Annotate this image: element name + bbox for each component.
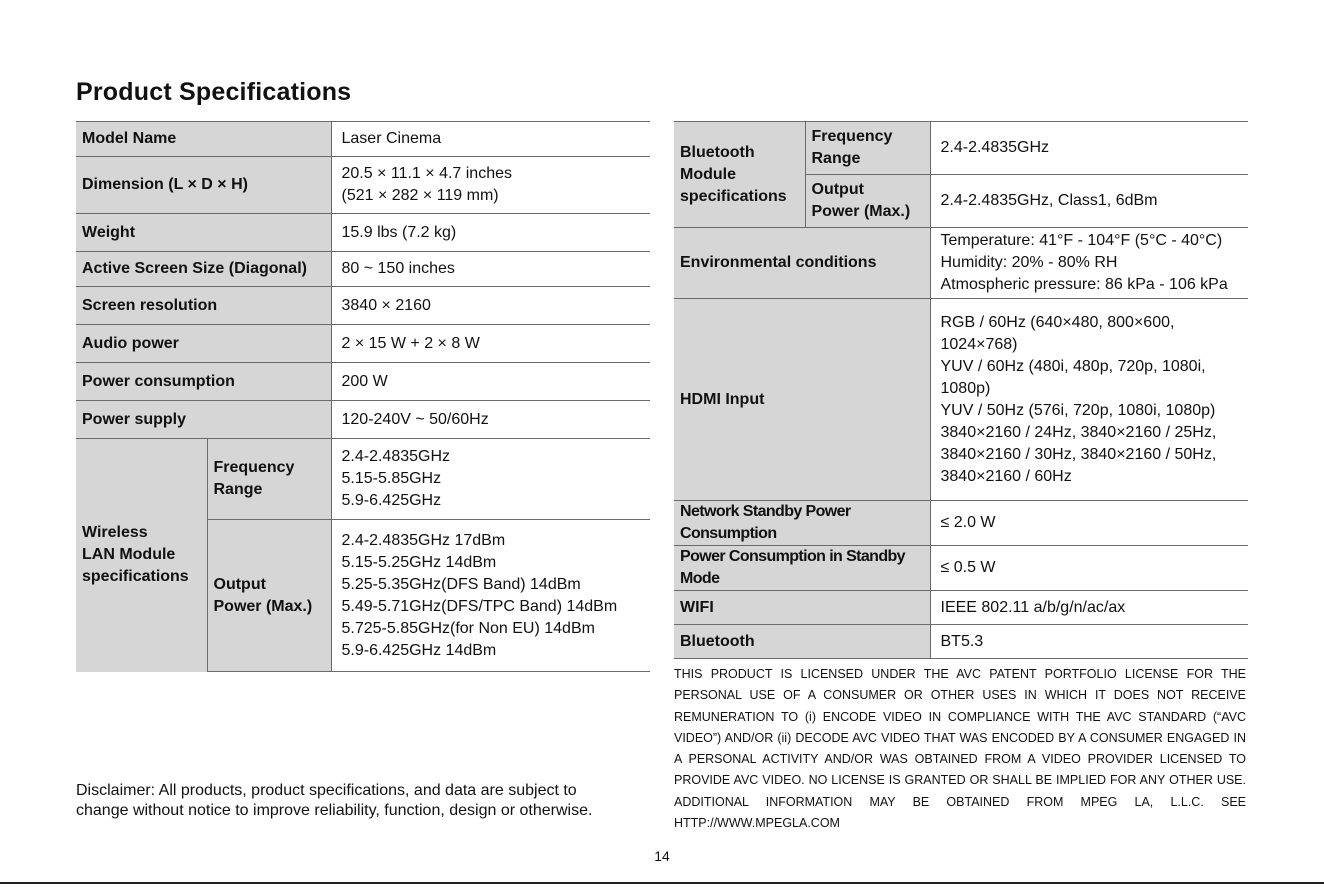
spec-label: Weight <box>76 214 331 252</box>
value-line: 3840×2160 / 30Hz, 3840×2160 / 50Hz, <box>940 445 1217 463</box>
value-line: 2.4-2.4835GHz <box>341 448 451 465</box>
label-line: Frequency <box>811 128 893 145</box>
spec-value: ≤ 2.0 W <box>930 501 1248 546</box>
value-line: Humidity: 20% - 80% RH <box>940 254 1118 271</box>
disclaimer <box>76 781 656 821</box>
spec-label: Audio power <box>76 325 331 363</box>
label-line: Power (Max.) <box>213 597 313 615</box>
value-line: 20.5 × 11.1 × 4.7 inches <box>341 165 512 182</box>
spec-row-power-consumption <box>76 363 650 401</box>
spec-row-dimension <box>76 157 650 214</box>
label-line: specifications <box>82 568 189 586</box>
spec-value: 120-240V ~ 50/60Hz <box>331 401 650 439</box>
spec-label: Dimension (L × D × H) <box>76 157 331 214</box>
label-line: Output <box>811 181 864 198</box>
spec-row-model-name <box>76 122 650 157</box>
disclaimer-line: Disclaimer: All products, product specifications, and data are subject to <box>76 782 577 799</box>
spec-value <box>331 157 650 214</box>
page-number: 14 <box>654 848 670 864</box>
value-line: 5.15-5.25GHz 14dBm <box>341 553 497 571</box>
value-line: Atmospheric pressure: 86 kPa - 106 kPa <box>940 276 1228 293</box>
spec-row-screen-size <box>76 252 650 287</box>
spec-value <box>930 299 1248 501</box>
spec-label-wireless-lan <box>76 439 207 672</box>
spec-label: Power consumption <box>76 363 331 401</box>
value-line: YUV / 50Hz (576i, 720p, 1080i, 1080p) <box>940 401 1216 419</box>
label-line: Power (Max.) <box>811 203 911 220</box>
value-line: 5.725-5.85GHz(for Non EU) 14dBm <box>341 619 595 637</box>
spec-value: 2.4-2.4835GHz <box>930 122 1248 175</box>
spec-value: IEEE 802.11 a/b/g/n/ac/ax <box>930 591 1248 625</box>
label-line: Frequency <box>213 459 295 476</box>
spec-sublabel-output-power <box>805 175 930 228</box>
label-line: Output <box>213 575 266 593</box>
spec-row-network-standby <box>674 501 1248 546</box>
spec-value: 80 ~ 150 inches <box>331 252 650 287</box>
spec-row-resolution <box>76 287 650 325</box>
spec-label: Network Standby Power Consumption <box>674 501 930 546</box>
spec-label: Power supply <box>76 401 331 439</box>
value-line: 5.9-6.425GHz 14dBm <box>341 641 497 659</box>
spec-label: Bluetooth <box>674 625 930 659</box>
specifications-table-left <box>76 121 650 672</box>
spec-value <box>930 228 1248 299</box>
label-line: Range <box>811 150 861 167</box>
spec-value: 2 × 15 W + 2 × 8 W <box>331 325 650 363</box>
spec-row-standby-mode <box>674 546 1248 591</box>
value-line: 5.25-5.35GHz(DFS Band) 14dBm <box>341 575 581 593</box>
value-line: 3840×2160 / 60Hz <box>940 467 1072 485</box>
value-line: YUV / 60Hz (480i, 480p, 720p, 1080i, <box>940 357 1206 375</box>
spec-value: Laser Cinema <box>331 122 650 157</box>
spec-label: Power Consumption in Standby Mode <box>674 546 930 591</box>
spec-row-bluetooth <box>674 625 1248 659</box>
spec-value: BT5.3 <box>930 625 1248 659</box>
value-line: 3840×2160 / 24Hz, 3840×2160 / 25Hz, <box>940 423 1217 441</box>
disclaimer-line: change without notice to improve reliability, function, design or otherwise. <box>76 802 593 819</box>
spec-sublabel-frequency <box>805 122 930 175</box>
bottom-divider <box>0 882 1324 884</box>
label-line: Wireless <box>82 524 148 542</box>
spec-label: Environmental conditions <box>674 228 930 299</box>
spec-row-wifi-frequency <box>76 439 650 520</box>
value-line: 5.49-5.71GHz(DFS/TPC Band) 14dBm <box>341 597 618 615</box>
spec-label: HDMI Input <box>674 299 930 501</box>
value-line: 5.9-6.425GHz <box>341 492 442 509</box>
spec-row-hdmi <box>674 299 1248 501</box>
spec-value: 2.4-2.4835GHz, Class1, 6dBm <box>930 175 1248 228</box>
spec-row-audio-power <box>76 325 650 363</box>
spec-value <box>331 439 650 520</box>
spec-value <box>331 520 650 672</box>
label-line: Module <box>680 165 736 183</box>
specifications-table-right <box>674 121 1248 659</box>
spec-label: Screen resolution <box>76 287 331 325</box>
spec-row-weight <box>76 214 650 252</box>
value-line: 5.15-5.85GHz <box>341 470 442 487</box>
label-line: LAN Module <box>82 546 176 564</box>
spec-value: 3840 × 2160 <box>331 287 650 325</box>
spec-value: 15.9 lbs (7.2 kg) <box>331 214 650 252</box>
label-line: Range <box>213 481 263 498</box>
spec-label-bluetooth-module <box>674 122 805 228</box>
spec-row-environmental <box>674 228 1248 299</box>
label-line: specifications <box>680 187 787 205</box>
value-line: (521 × 282 × 119 mm) <box>341 187 499 204</box>
spec-label: WIFI <box>674 591 930 625</box>
spec-label: Active Screen Size (Diagonal) <box>76 252 331 287</box>
spec-value: ≤ 0.5 W <box>930 546 1248 591</box>
value-line: RGB / 60Hz (640×480, 800×600, <box>940 313 1175 331</box>
spec-value: 200 W <box>331 363 650 401</box>
spec-row-bt-frequency <box>674 122 1248 175</box>
spec-row-wifi <box>674 591 1248 625</box>
spec-label: Model Name <box>76 122 331 157</box>
page-title: Product Specifications <box>76 78 352 106</box>
label-line: Bluetooth <box>680 143 755 161</box>
value-line: 1080p) <box>940 379 991 397</box>
spec-row-power-supply <box>76 401 650 439</box>
value-line: Temperature: 41°F - 104°F (5°C - 40°C) <box>940 232 1223 249</box>
value-line: 1024×768) <box>940 335 1018 353</box>
license-notice: THIS PRODUCT IS LICENSED UNDER THE AVC PATENT PORTFOLIO LICENSE FOR THE PERSONAL USE OF A CONSUMER OR OTHER USES IN WHICH IT DOES NOT RECEIVE REMUNERATION TO (i) ENCODE VIDEO IN COMPLIANCE WITH THE AVC STANDARD (“AVC VIDEO”) AND/OR (ii) DECODE AVC VIDEO THAT WAS ENCODED BY A CONSUMER ENGAGED IN A PERSONAL ACTIVITY AND/OR WAS OBTAINED FROM A VIDEO PROVIDER LICENSED TO PROVIDE AVC VIDEO. NO LICENSE IS GRANTED OR SHALL BE IMPLIED FOR ANY OTHER USE. ADDITIONAL INFORMATION MAY BE OBTAINED FROM MPEG LA, L.L.C. SEE HTTP://WWW.MPEGLA.COM <box>674 667 1246 831</box>
spec-sublabel-frequency <box>207 439 331 520</box>
value-line: 2.4-2.4835GHz 17dBm <box>341 531 506 549</box>
spec-sublabel-output-power <box>207 520 331 672</box>
